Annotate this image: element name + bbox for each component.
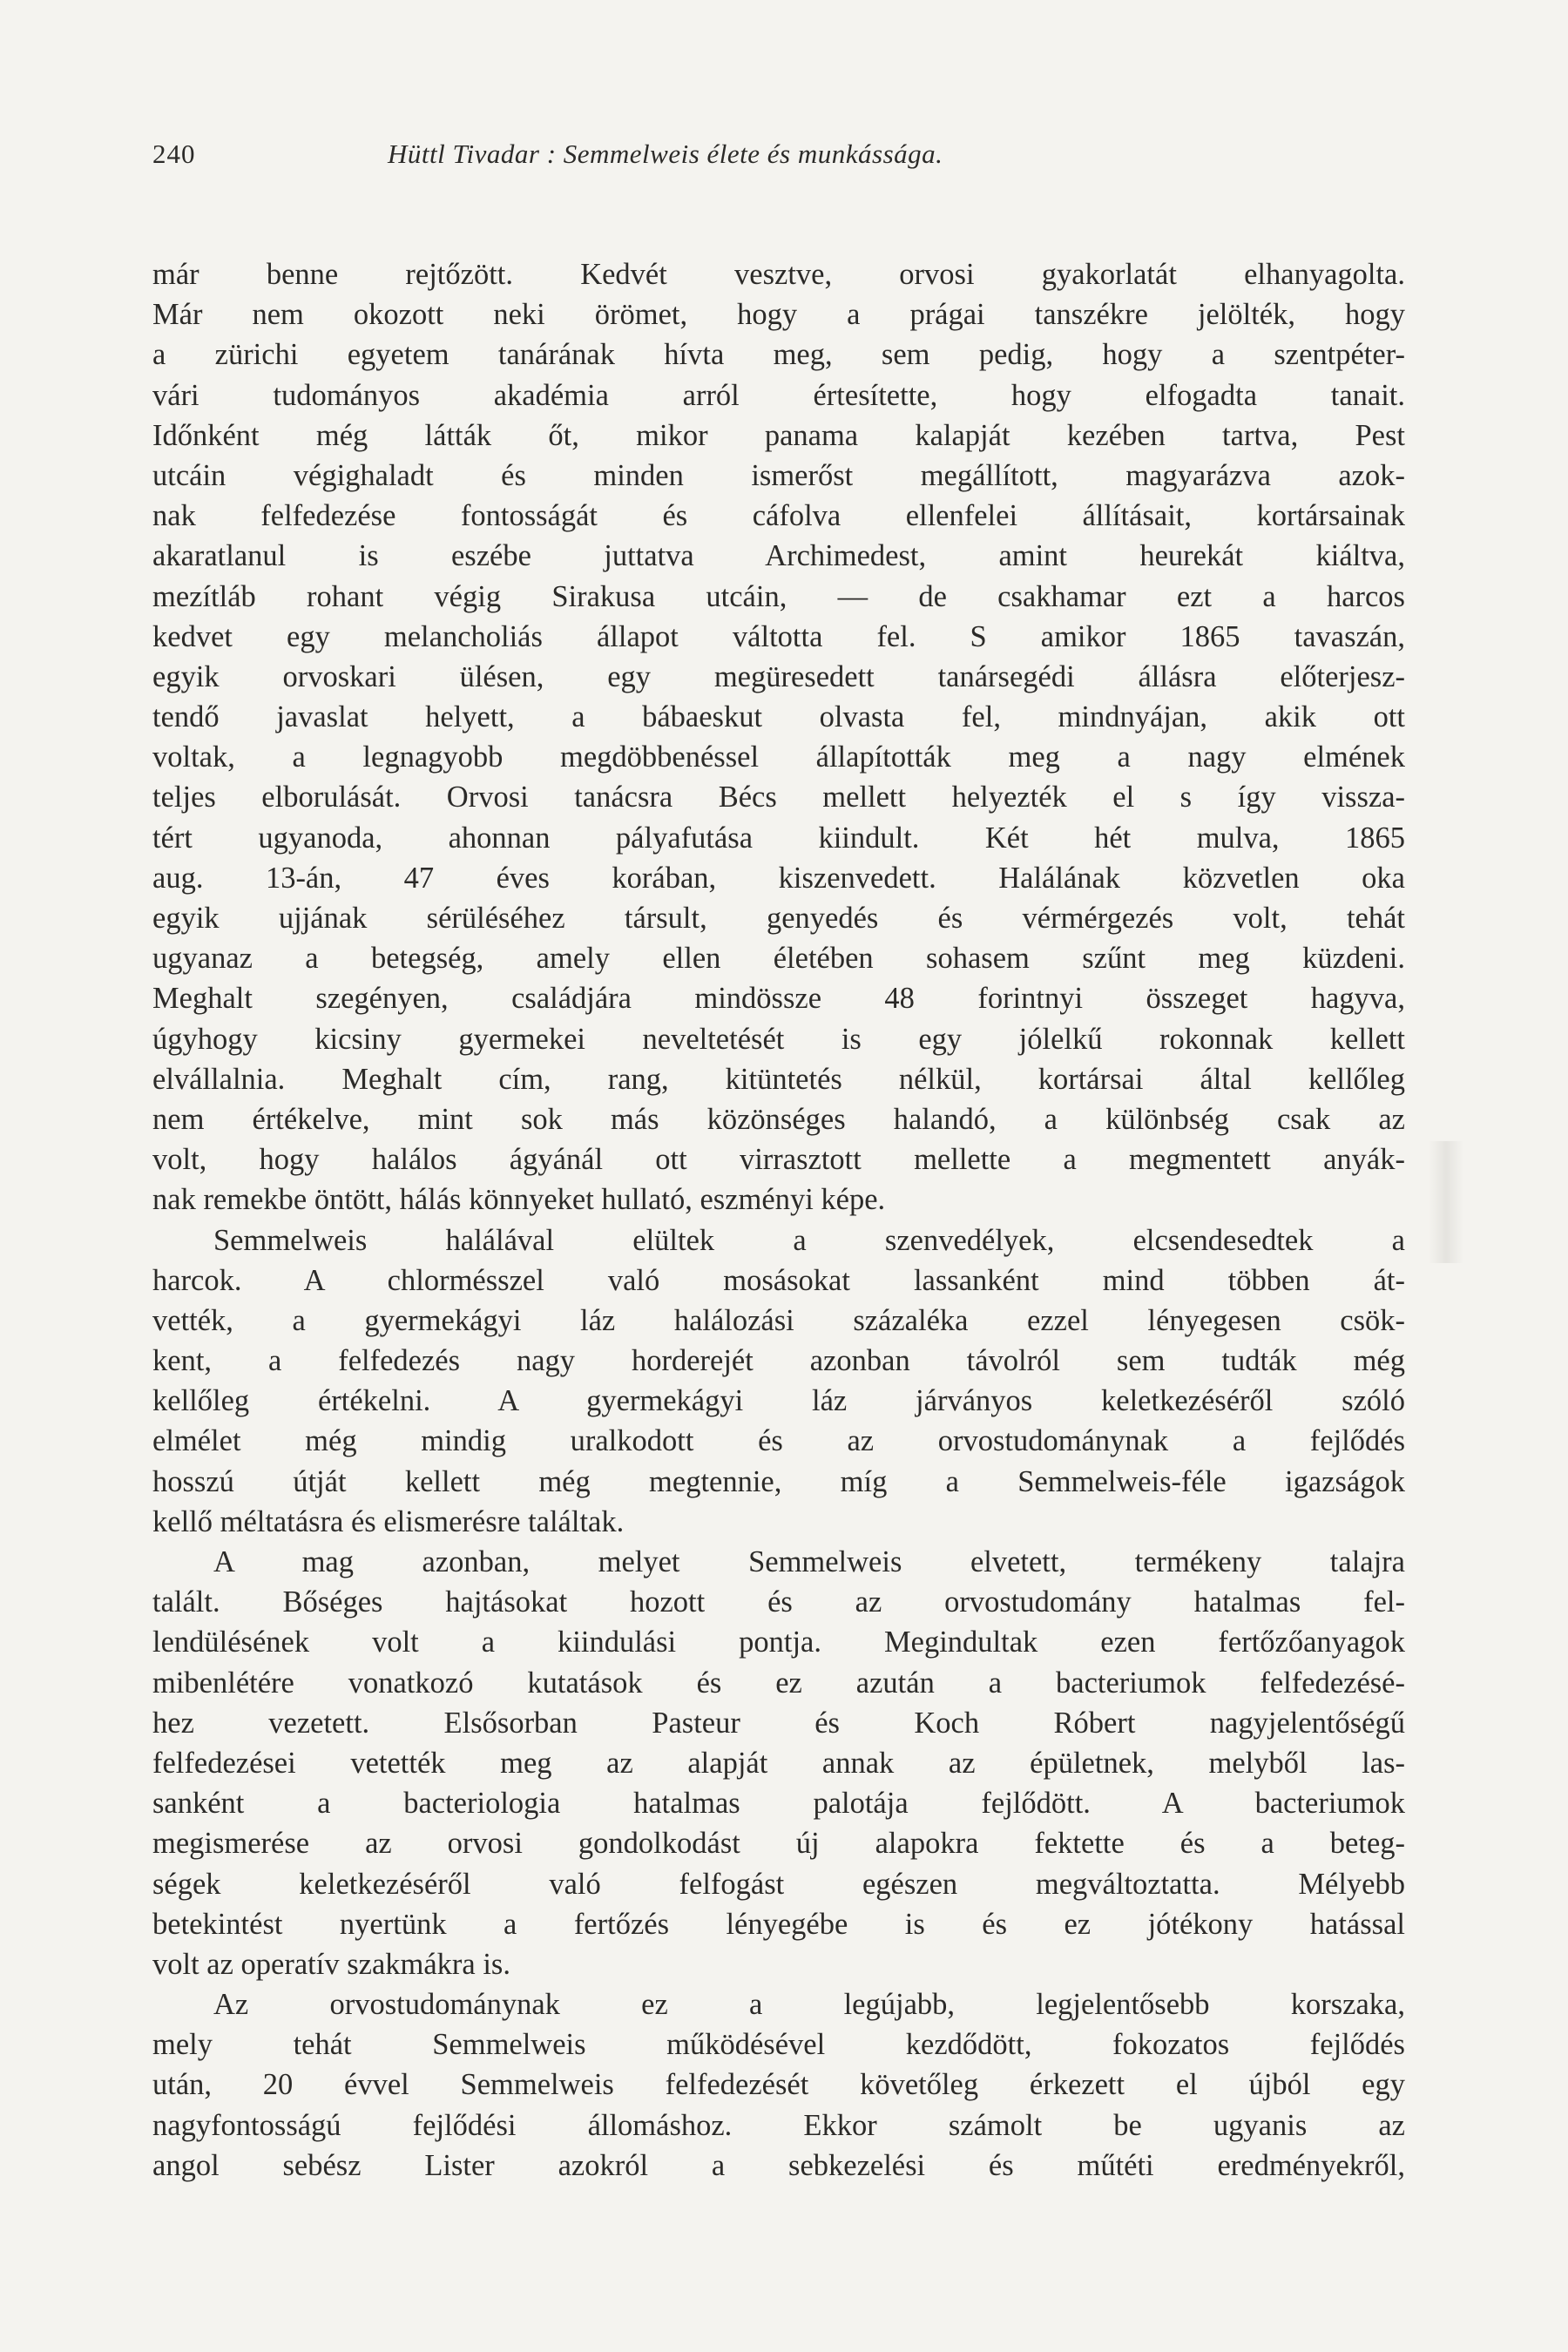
running-title: Hüttl Tivadar : Semmelweis élete és munkássága. bbox=[388, 139, 943, 169]
text-line: kent, a felfedezés nagy horderejét azonban távolról sem tudták még bbox=[152, 1344, 1405, 1378]
text-line: Semmelweis halálával elültek a szenvedélyek, elcsendesedtek a bbox=[213, 1223, 1405, 1257]
text-line: mezítláb rohant végig Sirakusa utcáin, — de csakhamar ezt a harcos bbox=[152, 579, 1405, 613]
text-line: ségek keletkezéséről való felfogást egészen megváltoztatta. Mélyebb bbox=[152, 1867, 1405, 1901]
text-line: nak remekbe öntött, hálás könnyeket hullató, eszményi képe. bbox=[152, 1183, 886, 1217]
text-line: mely tehát Semmelweis működésével kezdődött, fokozatos fejlődés bbox=[152, 2028, 1405, 2062]
text-line: Már nem okozott neki örömet, hogy a prágai tanszékre jelölték, hogy bbox=[152, 298, 1405, 332]
text-line: Meghalt szegényen, családjára mindössze 48 forintnyi összeget hagyva, bbox=[152, 982, 1405, 1016]
text-line: elmélet még mindig uralkodott és az orvostudománynak a fejlődés bbox=[152, 1424, 1405, 1458]
page-header bbox=[152, 135, 1407, 173]
text-line: teljes elborulását. Orvosi tanácsra Bécs mellett helyezték el s így vissza- bbox=[152, 781, 1405, 814]
text-line: után, 20 évvel Semmelweis felfedezését követőleg érkezett el újból egy bbox=[152, 2068, 1405, 2102]
text-line: megismerése az orvosi gondolkodást új alapokra fektette és a beteg- bbox=[152, 1827, 1405, 1861]
text-line: hez vezetett. Elsősorban Pasteur és Koch Róbert nagyjelentőségű bbox=[152, 1706, 1405, 1740]
text-line: tendő javaslat helyett, a bábaeskut olvasta fel, mindnyájan, akik ott bbox=[152, 700, 1405, 734]
text-line: nagyfontosságú fejlődési állomáshoz. Ekkor számolt be ugyanis az bbox=[152, 2108, 1405, 2142]
text-line: egyik ujjának sérüléséhez társult, genyedés és vérmérgezés volt, tehát bbox=[152, 902, 1405, 935]
page-number: 240 bbox=[152, 139, 196, 169]
text-line: úgyhogy kicsiny gyermekei neveltetését is egy jólelkű rokonnak kellett bbox=[152, 1022, 1405, 1056]
text-line: talált. Bőséges hajtásokat hozott és az orvostudomány hatalmas fel- bbox=[152, 1585, 1405, 1619]
text-line: felfedezései vetették meg az alapját annak az épületnek, melyből las- bbox=[152, 1746, 1405, 1780]
text-line: akaratlanul is eszébe juttatva Archimedest, amint heurekát kiáltva, bbox=[152, 539, 1405, 573]
text-line: kellő méltatásra és elismerésre találtak. bbox=[152, 1504, 625, 1538]
text-line: volt, hogy halálos ágyánál ott virrasztott mellette a megmentett anyák- bbox=[152, 1143, 1405, 1177]
text-line: tért ugyanoda, ahonnan pályafutása kiindult. Két hét mulva, 1865 bbox=[152, 821, 1405, 855]
text-line: vári tudományos akadémia arról értesítette, hogy elfogadta tanait. bbox=[152, 378, 1405, 412]
text-line: nem értékelve, mint sok más közönséges halandó, a különbség csak az bbox=[152, 1102, 1405, 1136]
text-line: elvállalnia. Meghalt cím, rang, kitüntetés nélkül, kortársai által kellőleg bbox=[152, 1062, 1405, 1096]
show-through-shadow bbox=[1429, 1141, 1463, 1263]
text-line: nak felfedezése fontosságát és cáfolva ellenfelei állításait, kortársainak bbox=[152, 499, 1405, 533]
text-line: lendülésének volt a kiindulási pontja. Megindultak ezen fertőzőanyagok bbox=[152, 1625, 1405, 1659]
text-line: sanként a bacteriologia hatalmas palotája fejlődött. A bacteriumok bbox=[152, 1787, 1405, 1821]
text-line: kedvet egy melancholiás állapot váltotta fel. S amikor 1865 tavaszán, bbox=[152, 619, 1405, 653]
text-line: egyik orvoskari ülésen, egy megüresedett tanársegédi állásra előterjesz- bbox=[152, 659, 1405, 693]
body-text bbox=[152, 254, 1405, 2186]
text-line: hosszú útját kellett még megtennie, míg a Semmelweis-féle igazságok bbox=[152, 1464, 1405, 1498]
text-line: volt az operatív szakmákra is. bbox=[152, 1947, 510, 1981]
text-line: angol sebész Lister azokról a sebkezelési és műtéti eredményekről, bbox=[152, 2148, 1405, 2182]
text-line: mibenlétére vonatkozó kutatások és ez azután a bacteriumok felfedezésé- bbox=[152, 1666, 1405, 1700]
text-line: vették, a gyermekágyi láz halálozási százaléka ezzel lényegesen csök- bbox=[152, 1303, 1405, 1337]
text-line: kellőleg értékelni. A gyermekágyi láz járványos keletkezéséről szóló bbox=[152, 1384, 1405, 1418]
text-line: utcáin végighaladt és minden ismerőst megállított, magyarázva azok- bbox=[152, 458, 1405, 492]
text-line: már benne rejtőzött. Kedvét vesztve, orvosi gyakorlatát elhanyagolta. bbox=[152, 258, 1405, 291]
text-line: A mag azonban, melyet Semmelweis elvetett, termékeny talajra bbox=[213, 1545, 1405, 1578]
text-line: betekintést nyertünk a fertőzés lényegébe is és ez jótékony hatással bbox=[152, 1907, 1405, 1941]
text-line: voltak, a legnagyobb megdöbbenéssel állapították meg a nagy elmének bbox=[152, 740, 1405, 774]
text-line: ugyanaz a betegség, amely ellen életében sohasem szűnt meg küzdeni. bbox=[152, 942, 1405, 976]
text-line: Az orvostudománynak ez a legújabb, legjelentősebb korszaka, bbox=[213, 1988, 1405, 2022]
text-line: harcok. A chlormésszel való mosásokat lassanként mind többen át- bbox=[152, 1263, 1405, 1297]
text-line: a zürichi egyetem tanárának hívta meg, sem pedig, hogy a szentpéter- bbox=[152, 338, 1405, 372]
text-line: Időnként még látták őt, mikor panama kalapját kezében tartva, Pest bbox=[152, 418, 1405, 452]
text-line: aug. 13-án, 47 éves korában, kiszenvedett. Halálának közvetlen oka bbox=[152, 861, 1405, 895]
